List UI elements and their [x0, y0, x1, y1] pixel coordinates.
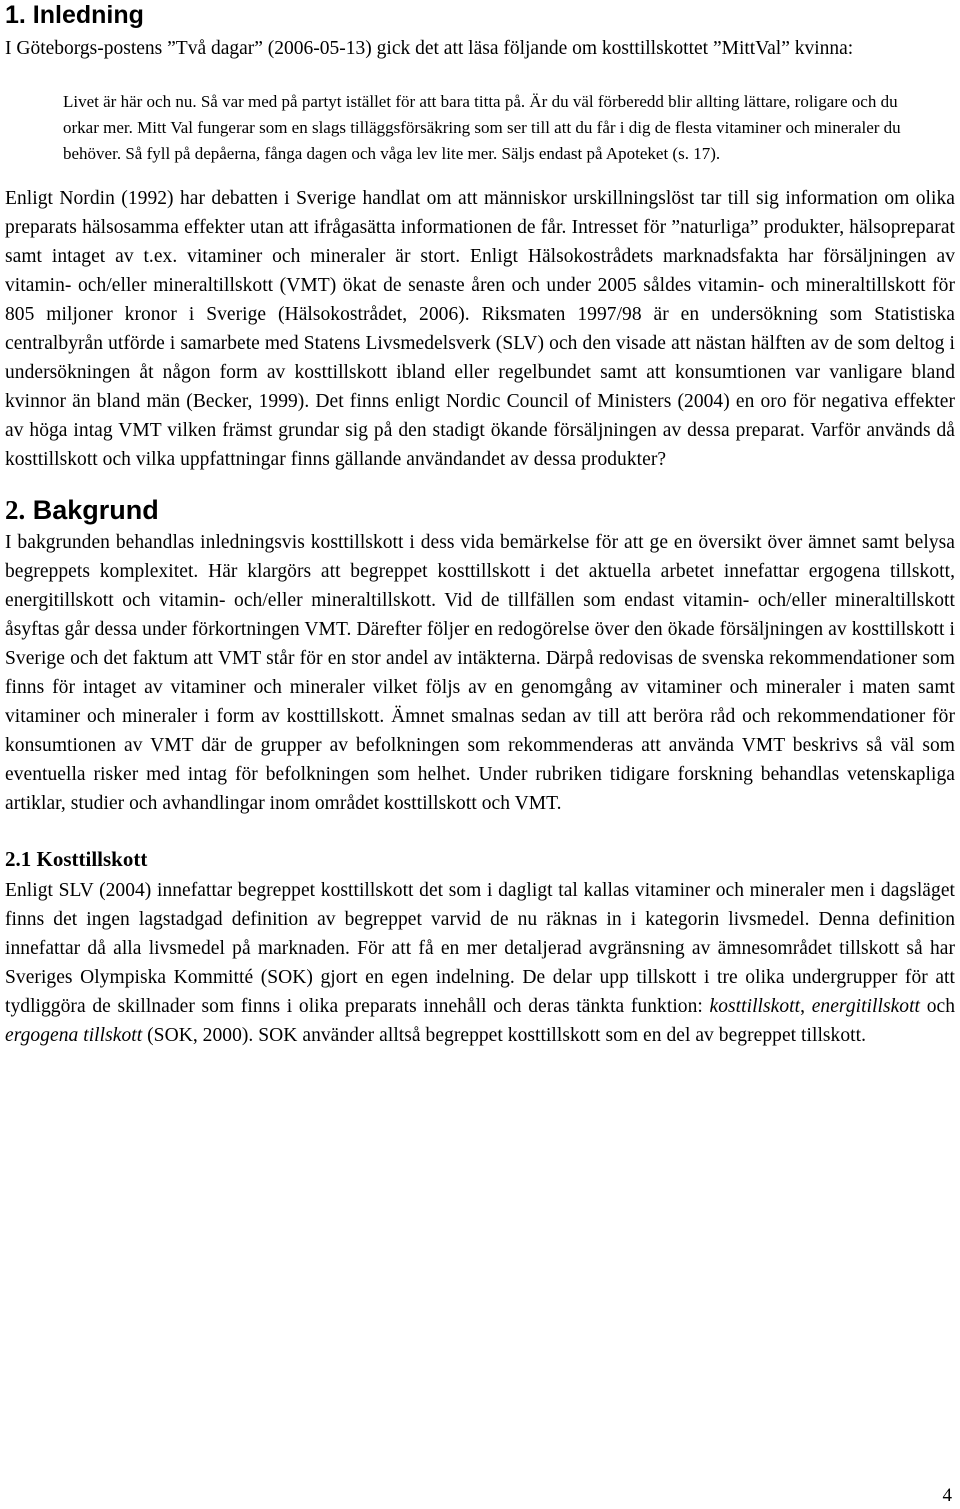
page-number: 4	[942, 1485, 952, 1506]
section-2-paragraph: I bakgrunden behandlas inledningsvis kosttillskott i dess vida bemärkelse för att ge en översikt över ämnet samt belysa begreppets komplexitet. Här klargörs att begreppet kosttillskott i det aktuella arbetet innefattar ergogena tillskott, energitillskott och vitamin- och/eller mineraltillskott. Vid de tillfällen som endast vitamin- och/eller mineraltillskott åsyftas går dessa under förkortningen VMT. Därefter följer en redogörelse över den ökade försäljningen av kosttillskott i Sverige och det faktum att VMT står för en stor andel av intäkterna. Därpå redovisas de svenska rekommendationer som finns för intaget av vitaminer och mineraler vilket följs av en genomgång av vitaminer och mineraler i maten samt vitaminer och mineraler i form av kosttillskott. Ämnet smalnas sedan av till att beröra råd och rekommendationer för konsumtionen av VMT där de grupper av befolkningen som rekommenderas att använda VMT beskrivs så väl som eventuella risker med intag för befolkningen som helhet. Under rubriken tidigare forskning behandlas vetenskapliga artiklar, studier och avhandlingar inom området kosttillskott och VMT.	[5, 532, 955, 814]
section-2-number: 2.	[5, 495, 26, 525]
section-1-intro: I Göteborgs-postens ”Två dagar” (2006-05-13) gick det att läsa följande om kosttillskottet ”MittVal” kvinna:	[5, 38, 854, 59]
block-quote: Livet är här och nu. Så var med på partyt istället för att bara titta på. Är du väl förberedd blir allting lättare, roligare och du orkar mer. Mitt Val fungerar som en slags tilläggsförsäkring som ser till att du får i dig de flesta vitaminer och mineraler du behöver. Så fyll på depåerna, fånga dagen och våga lev lite mer. Säljs endast på Apoteket (s. 17).	[63, 92, 901, 163]
section-1-heading: 1. Inledning	[5, 1, 144, 29]
term-kosttillskott: kosttillskott	[709, 996, 801, 1017]
term-separator-2: och	[920, 996, 956, 1017]
section-2-1-heading: 2.1 Kosttillskott	[5, 847, 148, 871]
kosttillskott-text-end: (SOK, 2000). SOK använder alltså begreppet kosttillskott som en del av begreppet tillskott.	[142, 1025, 867, 1046]
section-2-heading	[5, 494, 955, 526]
section-2-1-paragraph	[5, 876, 955, 1050]
section-2-title: Bakgrund	[32, 495, 159, 525]
section-1-paragraph: Enligt Nordin (1992) har debatten i Sverige handlat om att människor urskillningslöst tar till sig information om olika preparats hälsosamma effekter utan att ifrågasätta informationen de får. Intresset för ”naturliga” produkter, hälsopreparat samt intaget av t.ex. vitaminer och mineraler är stort. Enligt Hälsokostrådets marknadsfakta har försäljningen av vitamin- och/eller mineraltillskott (VMT) ökat de senaste åren och under 2005 såldes vitamin- och mineraltillskott för 805 miljoner kronor i Sverige (Hälsokostrådet, 2006). Riksmaten 1997/98 är en undersökning som Statistiska centralbyrån utförde i samarbete med Statens Livsmedelsverk (SLV) och den visade att nästan hälften av de som deltog i undersökningen åt någon form av kosttillskott ibland eller regelbundet samt att konsumtionen var vanligare bland kvinnor än bland män (Becker, 1999). Det finns enligt Nordic Council of Ministers (2004) en oro för negativa effekter av höga intag VMT vilken främst grundar sig på den stadigt ökande försäljningen av dessa preparat. Varför används då kosttillskott och vilka uppfattningar finns gällande användandet av dessa produkter?	[5, 188, 955, 470]
term-separator-1: ,	[800, 996, 812, 1017]
kosttillskott-text-start: Enligt SLV (2004) innefattar begreppet kosttillskott det som i dagligt tal kallas vitaminer och mineraler men i dagsläget finns det ingen lagstadgad definition av begreppet varvid de nu räknas in i kategorin livsmedel. Denna definition innefattar då alla livsmedel på marknaden. För att få en mer detaljerad avgränsning av ämnesområdet tillskott så har Sveriges Olympiska Kommitté (SOK) gjort en egen indelning. De delar upp tillskott i tre olika undergrupper för att tydliggöra de skillnader som finns i olika preparats innehåll och deras tänkta funktion:	[5, 880, 955, 1017]
term-ergogena-tillskott: ergogena tillskott	[5, 1025, 143, 1046]
document-page	[5, 0, 955, 1050]
term-energitillskott: energitillskott	[811, 996, 921, 1017]
